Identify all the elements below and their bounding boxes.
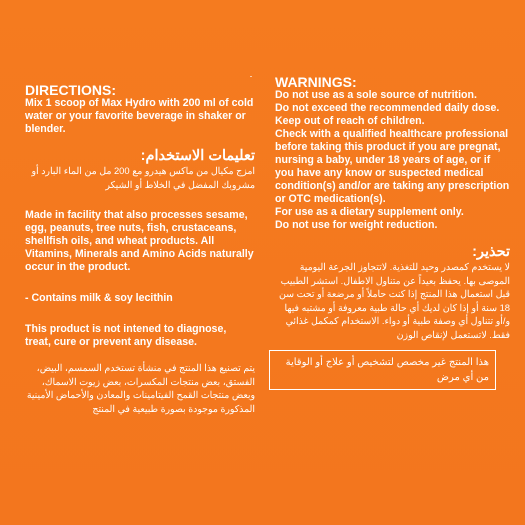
facility-text: Made in facility that also processes sesame, egg, peanuts, tree nuts, fish, crustaceans, shellfish oils, and wheat products. All Vitamins, Minerals and Amino Acids naturally occur in the product. — [25, 209, 254, 273]
warning-item: Do not use for weight reduction. — [275, 219, 438, 231]
directions-heading: DIRECTIONS: — [25, 82, 116, 98]
directions-arabic-text: امزج مكيال من ماكس هيدرو مع 200 مل من الماء البارد أو مشروبك المفضل في الخلاط أو الشيكر — [31, 165, 255, 190]
contains-text: - Contains milk & soy lecithin — [25, 292, 173, 304]
print-mark — [250, 76, 252, 77]
warning-item: Do not exceed the recommended daily dose. — [275, 102, 500, 114]
disclaimer-box-text: هذا المنتج غير مخصص لتشخيص أو علاج أو الوقاية من أي مرض — [285, 357, 489, 383]
right-column — [275, 75, 510, 390]
disclaimer-arabic-text: يتم تصنيع هذا المنتج في منشأة تستخدم السمسم، البيض، الفستق، بعض منتجات المكسرات، بعض زيوت الاسماك، وبعض منتجات القمح الفيتامينات والمعادن والأحماض الأمينية المذكورة موجودة بصورة طبيعية في المنتج — [26, 362, 255, 414]
directions-arabic-heading: تعليمات الاستخدام: — [140, 148, 255, 164]
warnings-heading: WARNINGS: — [275, 74, 357, 90]
disclaimer-box — [269, 350, 496, 390]
directions-text: Mix 1 scoop of Max Hydro with 200 ml of cold water or your favorite beverage in shaker or blender. — [25, 97, 254, 135]
warnings-arabic-text: لا يستخدم كمصدر وحيد للتغذية. لاتتجاوز الجرعة اليومية الموصى بها. يحفظ بعيداً عن متناول الاطفال. استشر الطبيب قبل استعمال هذا المنتج إذا كنت حاملاً أو مرضعة أو تحت سن 18 سنة أو إذا كان لديك أي حالة طبية معروفة أو مشتبه فيها و/أو تتناول أي وصفة طبية أو دواء. الاستخدام كمكمل غذائي فقط. لاتستعمل لإنقاص الوزن — [279, 261, 510, 340]
warning-item: Check with a qualified healthcare professional before taking this product if you are pregnat, nursing a baby, under 18 years of age, or if you have any know or suspected medical condition(s) and/or are taking any prescription or OTC medication(s). — [275, 128, 510, 205]
warning-item: Do not use as a sole source of nutrition. — [275, 89, 477, 101]
left-column — [25, 83, 255, 415]
warning-item: Keep out of reach of children. — [275, 115, 425, 127]
warning-item: For use as a dietary supplement only. — [275, 206, 464, 218]
disclaimer-text: This product is not intened to diagnose, treat, cure or prevent any disease. — [25, 323, 227, 348]
warnings-arabic-heading: تحذير: — [472, 244, 510, 260]
